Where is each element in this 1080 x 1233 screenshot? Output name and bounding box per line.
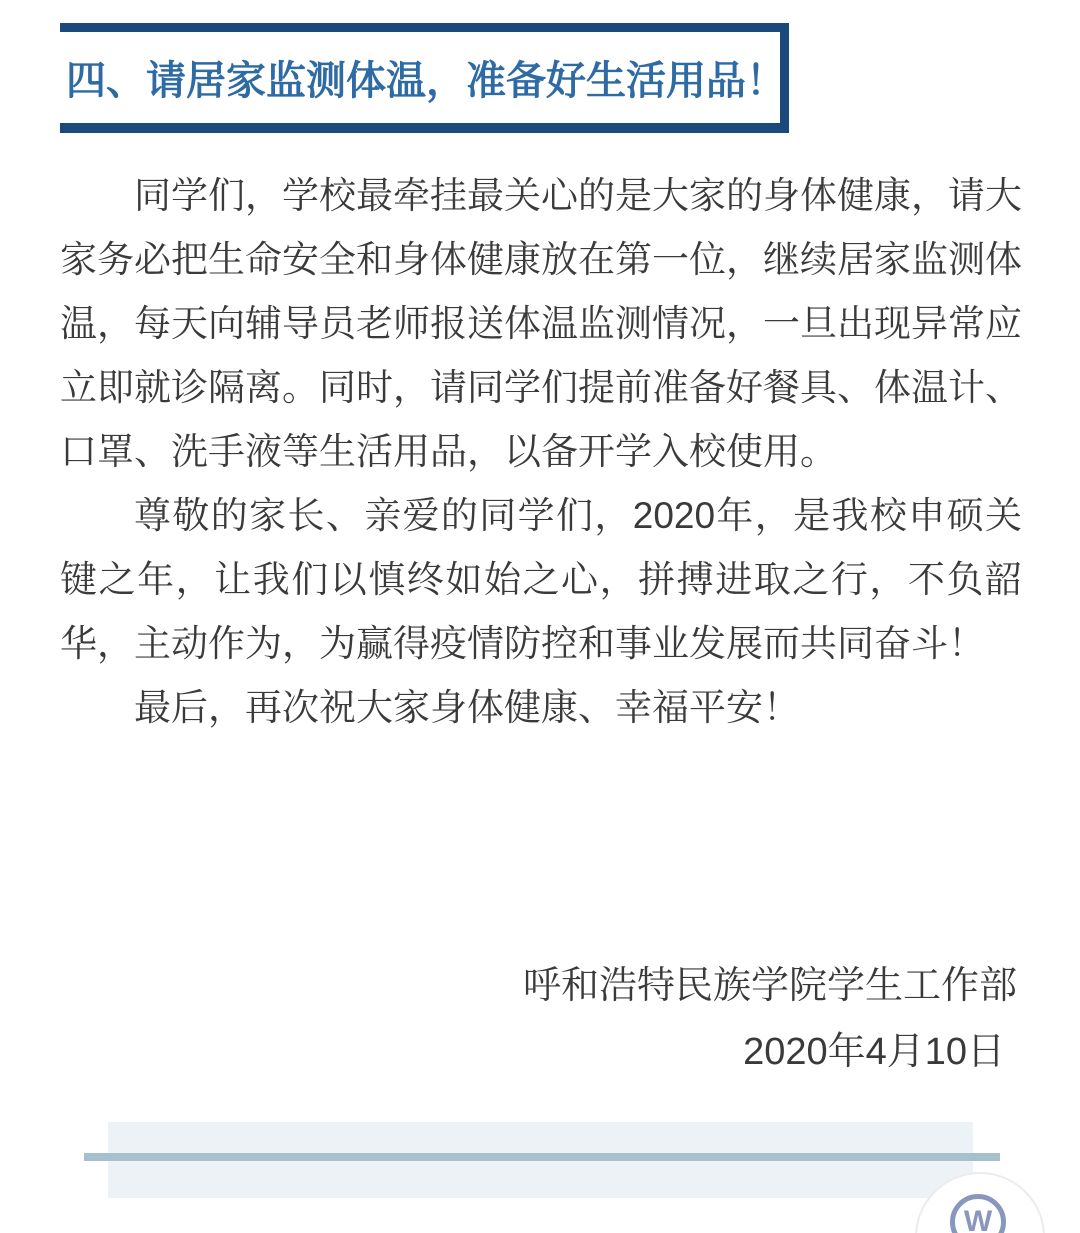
w-logo-icon (950, 1194, 1006, 1233)
section-title-box (60, 23, 789, 133)
footer-divider-bar (84, 1153, 1000, 1161)
article-body (60, 164, 1022, 740)
signature-org: 呼和浩特民族学院学生工作部 (522, 965, 1017, 1007)
paragraph-1: 同学们，学校最牵挂最关心的是大家的身体健康，请大家务必把生命安全和身体健康放在第一位，继续居家监测体温，每天向辅导员老师报送体温监测情况，一旦出现异常应立即就诊隔离。同时，请同学们提前准备好餐具、体温计、口罩、洗手液等生活用品，以备开学入校使用。 (60, 175, 1022, 472)
paragraph-3: 最后，再次祝大家身体健康、幸福平安！ (134, 687, 800, 728)
signature-date: 2020年4月10日 (743, 1031, 1005, 1073)
w-logo-letter: W (963, 1205, 993, 1233)
paragraph-2: 尊敬的家长、亲爱的同学们，2020年，是我校申硕关键之年，让我们以慎终如始之心，拼搏进取之行，不负韶华，主动作为，为赢得疫情防控和事业发展而共同奋斗！ (60, 495, 1022, 664)
signature-block (523, 953, 1017, 1085)
section-title: 四、请居家监测体温，准备好生活用品！ (66, 59, 786, 103)
